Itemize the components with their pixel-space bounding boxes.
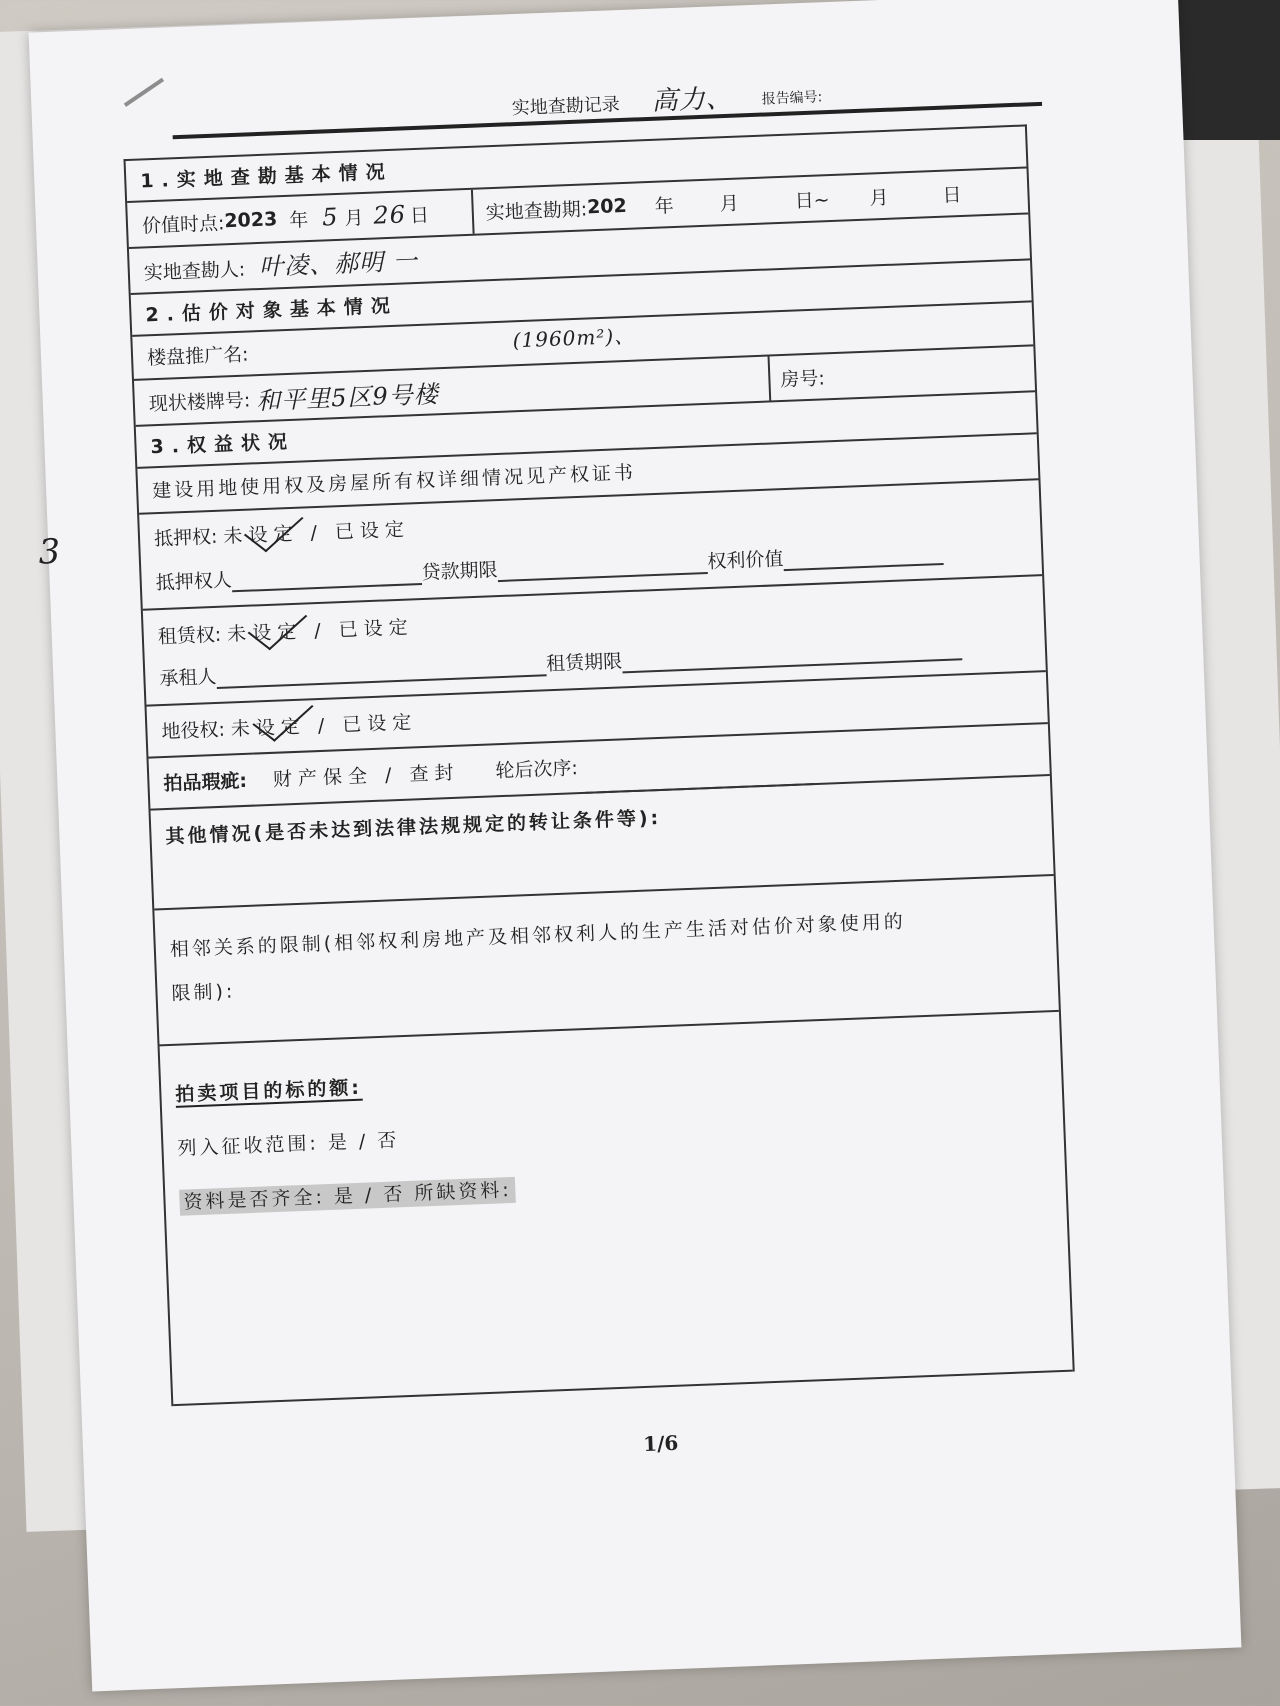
loan-term-label: 贷款期限 [421, 559, 498, 584]
survey-period-end-month-unit: 月 [869, 186, 889, 210]
other-label: 其他情况(是否未达到法律法规规定的转让条件等): [165, 806, 662, 849]
value-date-year-unit: 年 [288, 208, 309, 232]
value-date-month-hw: 5 [321, 202, 339, 232]
easement-options: 未设定 / 已设定 [230, 711, 418, 741]
surveyor-hw: 叶凌、郝明 一 [258, 246, 419, 281]
loan-term-blank [498, 572, 708, 582]
defect-label: 拍品瑕疵: [163, 769, 248, 796]
document-page [29, 0, 1242, 1691]
mortgagee-label: 抵押权人 [155, 569, 233, 595]
lease-term-label: 租赁期限 [545, 650, 623, 676]
lease-label: 租赁权: [157, 623, 222, 649]
area-hw: (1960m²)、 [512, 323, 636, 353]
section-3-title: 3.权益状况 [136, 392, 1037, 469]
survey-period-month-unit: 月 [719, 192, 740, 215]
value-date-month-unit: 月 [344, 206, 364, 230]
rights-note-row: 建设用地使用权及房屋所有权详细情况见产权证书 [137, 434, 1038, 515]
defect-options: 财产保全 / 查封 [272, 761, 460, 791]
neighbor-line-1: 相邻关系的限制(相邻权利房地产及相邻权利人的生产生活对估价对象使用的 [169, 910, 907, 961]
easement-label: 地役权: [161, 718, 226, 744]
survey-period-label: 实地查勘期: [485, 197, 588, 224]
order-label: 轮后次序: [495, 757, 579, 783]
neighbor-line-2: 限制): [171, 980, 236, 1005]
room-no-label: 房号: [780, 366, 826, 391]
lease-options: 未设定 / 已设定 [226, 616, 415, 646]
auction-block [160, 1012, 1073, 1406]
mortgagee-blank [232, 583, 422, 592]
value-date-day-hw: 26 [372, 200, 407, 230]
staple [124, 78, 164, 107]
page-number: 1/6 [642, 1430, 679, 1457]
section-1-title: 1.实地查勘基本情况 [126, 127, 1027, 204]
value-date-day-unit: 日 [409, 203, 430, 227]
handwritten-author: 高力、 [651, 83, 734, 117]
survey-period-year-unit: 年 [654, 194, 675, 218]
lease-term-blank [623, 658, 963, 673]
survey-period-end-day-unit: 日 [942, 183, 962, 207]
room-no-cell [768, 346, 1035, 400]
report-number-label: 报告编号: [761, 89, 823, 108]
margin-note: 3 [37, 531, 62, 573]
value-date-year: 2023 [223, 208, 278, 233]
right-value-label: 权利价值 [706, 548, 784, 574]
survey-period-year: 202 [586, 194, 628, 219]
value-date-label: 价值时点: [141, 211, 225, 237]
survey-period-day-unit: 日~ [794, 188, 831, 212]
mortgage-label: 抵押权: [153, 525, 218, 551]
surveyor-label: 实地查勘人: [143, 258, 246, 285]
expropriation-line: 列入征收范围: 是 / 否 [177, 1129, 400, 1160]
document-title: 实地查勘记录 [511, 94, 621, 120]
materials-label: 资料是否齐全: 是 / 否 所缺资料: [179, 1177, 516, 1216]
survey-form [123, 124, 1074, 1406]
section-2-title: 2.估价对象基本情况 [131, 260, 1032, 337]
right-value-blank [784, 563, 944, 571]
project-name-label: 楼盘推广名: [146, 343, 249, 370]
building-no-label: 现状楼牌号: [148, 388, 251, 415]
mortgage-options: 未设定 / 已设定 [223, 518, 411, 548]
auction-amount-label: 拍卖项目的标的额: [175, 1076, 363, 1106]
building-no-hw: 和平里5区9号楼 [255, 379, 440, 415]
lessee-label: 承租人 [159, 665, 217, 691]
lessee-blank [217, 674, 547, 689]
